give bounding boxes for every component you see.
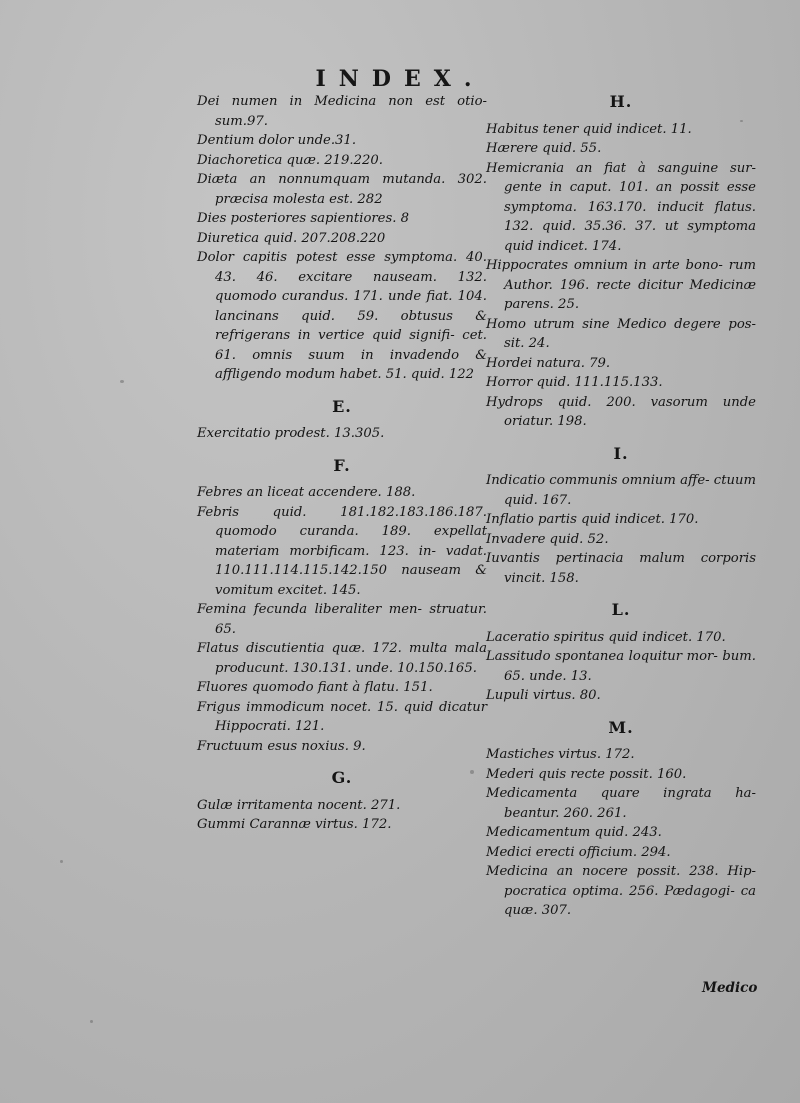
index-entry: Medici erecti officium. 294.: [486, 844, 671, 860]
index-column-right: [486, 92, 756, 921]
index-letter-heading: G.: [331, 768, 353, 787]
index-entry: Lupuli virtus. 80.: [486, 688, 601, 703]
index-entry: Fructuum esus noxius. 9.: [197, 738, 366, 754]
index-entry: Exercitatio prodest. 13.305.: [197, 426, 385, 441]
index-entry: Febres an liceat accendere. 188.: [197, 485, 416, 500]
index-column-left: [197, 92, 487, 835]
index-entry: Invadere quid. 52.: [486, 531, 609, 547]
index-letter-heading: F.: [333, 455, 351, 475]
index-entry: Fluores quomodo fiant à flatu. 151.: [197, 680, 433, 695]
index-entry: Medicina an nocere possit. 238. Hip- pocratica optima. 256. Pædagogi- ca quæ. 307.: [486, 864, 756, 918]
index-entry: Laceratio spiritus quid indicet. 170.: [486, 629, 726, 645]
index-entry: Horror quid. 111.115.133.: [486, 375, 663, 390]
index-entry: Hippocrates omnium in arte bono- rum Author. 196. recte dicitur Medicinæ parens. 25.: [486, 258, 756, 312]
paper-speck: [60, 860, 63, 863]
index-entry: Dentium dolor unde.31.: [197, 133, 357, 148]
paper-speck: [120, 380, 124, 383]
index-letter-heading: M.: [608, 717, 634, 737]
index-entry: Iuvantis pertinacia malum corporis vincit. 158.: [486, 551, 756, 586]
index-entry: Medicamentum quid. 243.: [486, 825, 662, 840]
page-title: INDEX.: [315, 66, 485, 92]
index-entry: Mastiches virtus. 172.: [486, 747, 635, 762]
index-letter-heading: L.: [611, 600, 631, 619]
index-entry: Febris quid. 181.182.183.186.187. quomodo curanda. 189. expellat materiam morbificam. 123. in- vadat. 110.111.114.115.142.150 nauseam & vomitum excitet. 145.: [197, 504, 487, 598]
index-entry: Homo utrum sine Medico degere pos- sit. 24.: [486, 316, 756, 351]
index-entry: Hydrops quid. 200. vasorum unde oriatur. 198.: [486, 394, 756, 429]
index-entry: Hærere quid. 55.: [486, 141, 602, 156]
index-entry: Hemicrania an fiat à sanguine sur- gente in caput. 101. an possit esse symptoma. 163.170. inducit flatus. 132. quid. 35.36. 37. ut symptoma quid indicet. 174.: [486, 160, 756, 254]
index-entry: Diæta an nonnumquam mutanda. 302. præcisa molesta est. 282: [197, 172, 487, 207]
index-entry: Gulæ irritamenta nocent. 271.: [197, 797, 401, 813]
index-entry: Habitus tener quid indicet. 11.: [486, 121, 692, 137]
index-entry: Flatus discutientia quæ. 172. multa mala producunt. 130.131. unde. 10.150.165.: [197, 641, 487, 676]
index-entry: Diuretica quid. 207.208.220: [197, 230, 386, 246]
index-entry: Inflatio partis quid indicet. 170.: [486, 512, 699, 527]
index-entry: Diachoretica quæ. 219.220.: [197, 152, 383, 168]
paper-speck: [470, 770, 474, 774]
index-letter-heading: H.: [609, 92, 633, 111]
index-entry: Gummi Carannæ virtus. 172.: [197, 817, 392, 832]
index-entry: Dolor capitis potest esse symptoma. 40. 43. 46. excitare nauseam. 132. quomodo curandus. 171. unde fiat. 104. lancinans quid. 59. obtusus & refrigerans in vertice quid signifi- cet. 61. omnis suum in invadendo & affligendo modum habet. 51. quid. 122: [197, 250, 487, 382]
index-entry: Lassitudo spontanea loquitur mor- bum. 65. unde. 13.: [486, 649, 756, 684]
index-entry: Indicatio communis omnium affe- ctuum quid. 167.: [486, 473, 756, 508]
catchword: Medico: [702, 980, 758, 996]
index-entry: Dei numen in Medicina non est otio- sum.97.: [197, 94, 487, 129]
index-entry: Frigus immodicum nocet. 15. quid dicatur Hippocrati. 121.: [197, 699, 487, 734]
index-entry: Femina fecunda liberaliter men- struatur. 65.: [197, 602, 487, 637]
index-entry: Dies posteriores sapientiores. 8: [197, 211, 410, 226]
index-entry: Hordei natura. 79.: [486, 355, 611, 371]
index-letter-heading: I.: [613, 443, 629, 463]
index-entry: Mederi quis recte possit. 160.: [486, 766, 687, 782]
paper-speck: [90, 1020, 93, 1023]
index-letter-heading: E.: [332, 396, 352, 416]
index-entry: Medicamenta quare ingrata ha- beantur. 260. 261.: [486, 786, 756, 821]
paper-speck: [740, 120, 743, 122]
